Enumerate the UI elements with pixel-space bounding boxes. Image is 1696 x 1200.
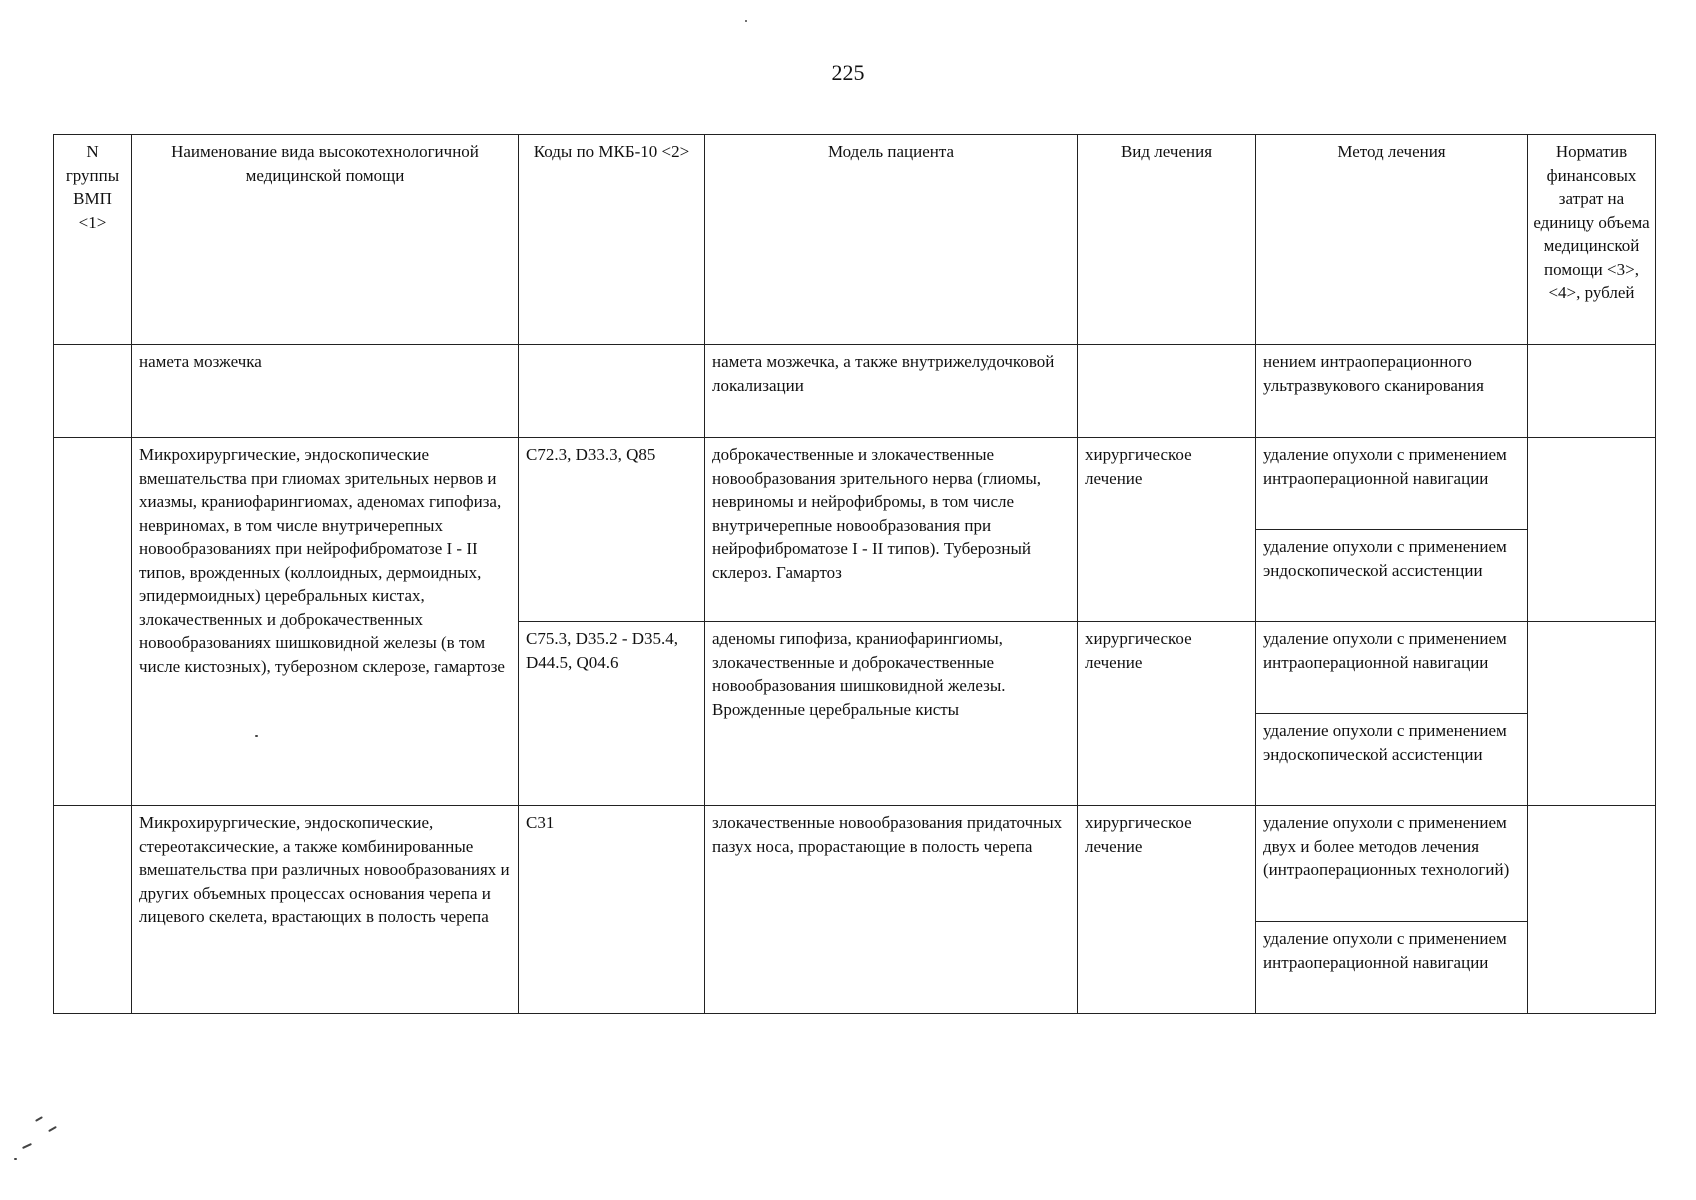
cell-group-number xyxy=(54,345,132,438)
header-group-number: N группы ВМП <1> xyxy=(54,135,132,345)
cell-care-type: Микрохирургические, эндоскопические, стереотаксические, а также комбинированные вмешательства при различных новообразованиях и других объемных процессах основания черепа и лицевого скелета, врастающих в полость черепа xyxy=(132,806,519,1014)
cell-group-number xyxy=(54,806,132,1014)
cell-treatment-method: удаление опухоли с применением интраоперационной навигации xyxy=(1256,922,1528,1014)
cell-cost-norm xyxy=(1528,345,1656,438)
cell-patient-model: злокачественные новообразования придаточных пазух носа, прорастающие в полость черепа xyxy=(705,806,1078,1014)
vmp-table xyxy=(53,134,1656,1014)
cell-patient-model: доброкачественные и злокачественные новообразования зрительного нерва (глиомы, невриномы и нейрофибромы, в том числе внутричерепные новообразования при нейрофиброматозе I - II типов). Туберозный склероз. Гамартоз xyxy=(705,438,1078,622)
header-treatment-method: Метод лечения xyxy=(1256,135,1528,345)
cell-group-number xyxy=(54,438,132,806)
cell-patient-model: аденомы гипофиза, краниофарингиомы, злокачественные и доброкачественные новообразования шишковидной железы. Врожденные церебральные кисты xyxy=(705,622,1078,806)
cell-treatment-type xyxy=(1078,345,1256,438)
cell-treatment-method: удаление опухоли с применением интраоперационной навигации xyxy=(1256,622,1528,714)
cell-treatment-type: хирургическое лечение xyxy=(1078,806,1256,1014)
header-care-type: Наименование вида высокотехнологичной медицинской помощи xyxy=(132,135,519,345)
scan-speck xyxy=(255,735,258,737)
cell-cost-norm xyxy=(1528,622,1656,806)
page-number: 225 xyxy=(831,60,865,85)
header-icd-codes: Коды по МКБ-10 <2> xyxy=(519,135,705,345)
header-patient-model: Модель пациента xyxy=(705,135,1078,345)
header-cost-norm: Норматив финансовых затрат на единицу объема медицинской помощи <3>, <4>, рублей xyxy=(1528,135,1656,345)
cell-cost-norm xyxy=(1528,438,1656,622)
header-treatment-type: Вид лечения xyxy=(1078,135,1256,345)
cell-treatment-type: хирургическое лечение xyxy=(1078,438,1256,622)
table-row-continuation xyxy=(54,345,1656,438)
header-row xyxy=(54,135,1656,345)
scan-speck xyxy=(22,1143,32,1149)
cell-care-type: Микрохирургические, эндоскопические вмешательства при глиомах зрительных нервов и хиазмы, краниофарингиомах, аденомах гипофиза, невриномах, в том числе внутричерепных новообразованиях при нейрофиброматозе I - II типов, врожденных (коллоидных, дермоидных, эпидермоидных) церебральных кистах, злокачественных и доброкачественных новообразованиях шишковидной железы (в том числе кистозных), туберозном склерозе, гамартозе xyxy=(132,438,519,806)
scan-speck xyxy=(745,20,747,22)
cell-care-type: намета мозжечка xyxy=(132,345,519,438)
table-row-group3 xyxy=(54,806,1656,922)
scan-speck xyxy=(35,1116,43,1122)
scan-speck xyxy=(48,1126,57,1132)
table-row-group2-sub1 xyxy=(54,438,1656,530)
cell-icd-codes: C75.3, D35.2 - D35.4, D44.5, Q04.6 xyxy=(519,622,705,806)
cell-treatment-method: нением интраоперационного ультразвукового сканирования xyxy=(1256,345,1528,438)
scan-speck xyxy=(14,1158,17,1160)
cell-treatment-method: удаление опухоли с применением интраоперационной навигации xyxy=(1256,438,1528,530)
cell-treatment-method: удаление опухоли с применением эндоскопической ассистенции xyxy=(1256,530,1528,622)
cell-icd-codes xyxy=(519,345,705,438)
cell-patient-model: намета мозжечка, а также внутрижелудочковой локализации xyxy=(705,345,1078,438)
cell-treatment-method: удаление опухоли с применением двух и более методов лечения (интраоперационных технологий) xyxy=(1256,806,1528,922)
cell-icd-codes: C31 xyxy=(519,806,705,1014)
cell-cost-norm xyxy=(1528,806,1656,1014)
cell-icd-codes: C72.3, D33.3, Q85 xyxy=(519,438,705,622)
cell-treatment-method: удаление опухоли с применением эндоскопической ассистенции xyxy=(1256,714,1528,806)
cell-treatment-type: хирургическое лечение xyxy=(1078,622,1256,806)
